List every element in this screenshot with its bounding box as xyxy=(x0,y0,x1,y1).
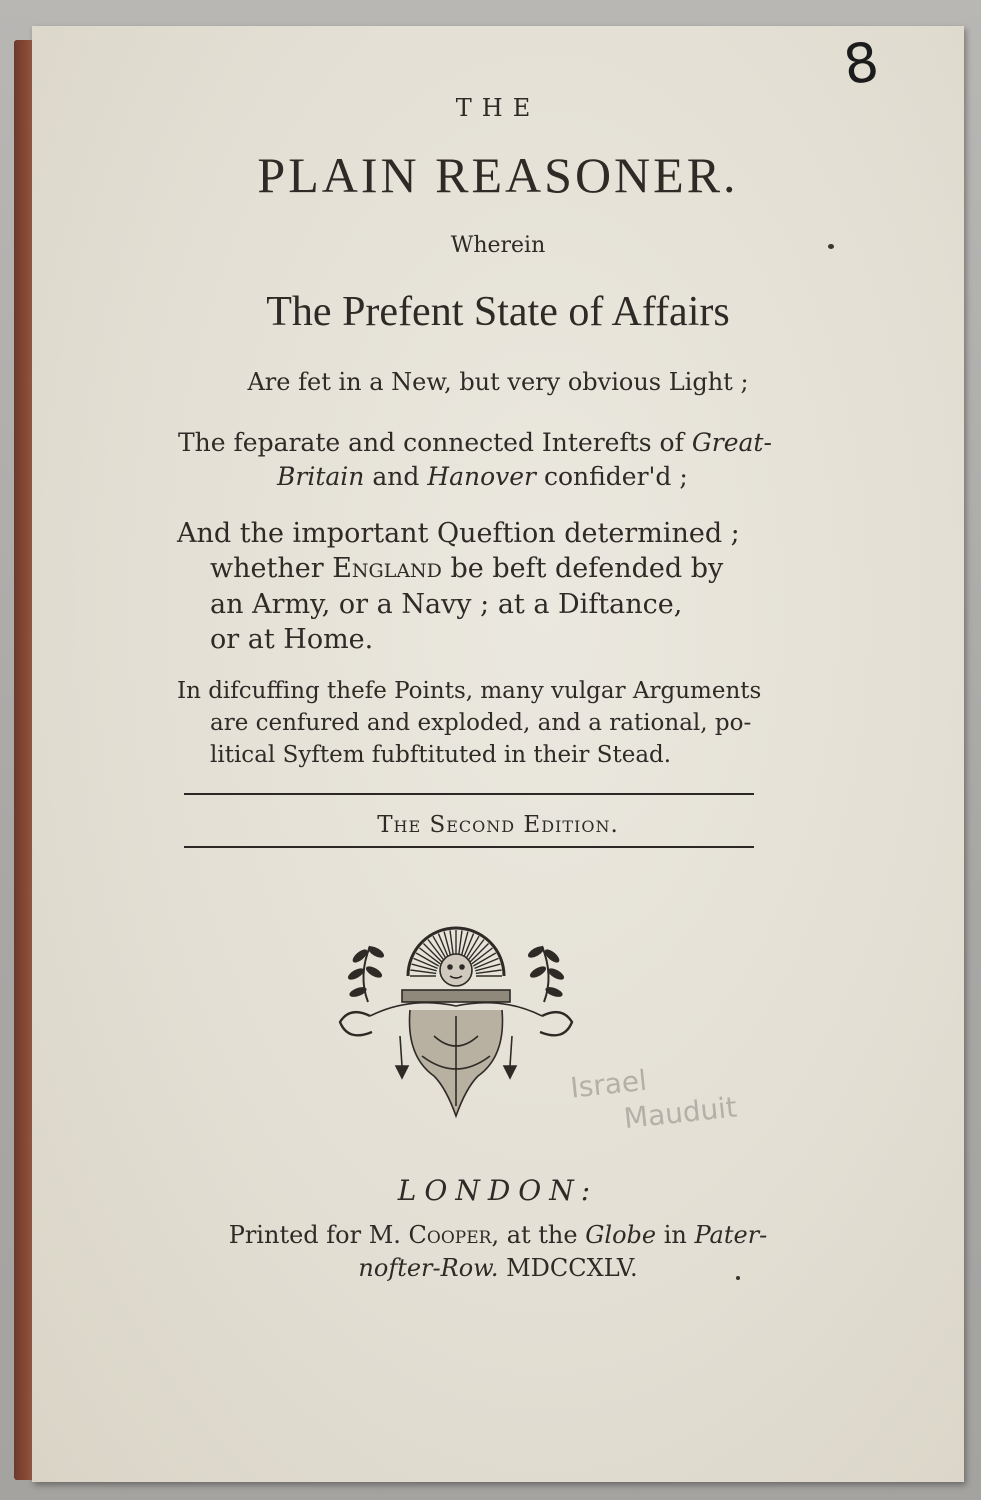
subtitle-line-interests: The feparate and connected Interefts of Great- xyxy=(178,428,772,457)
sun-ray xyxy=(412,964,437,971)
question-line-3: an Army, or a Navy ; at a Diftance, xyxy=(210,589,683,620)
discussion-line-1: In difcuffing thefe Points, many vulgar Arguments xyxy=(177,678,762,704)
rule-top xyxy=(184,793,754,795)
imprint-place: LONDON: xyxy=(397,1174,599,1207)
pencil-signature: Israel Mauduit xyxy=(568,1063,739,1136)
discussion-line-3: litical Syftem fubftituted in their Stead. xyxy=(210,742,672,768)
question-line-4: or at Home. xyxy=(210,624,374,655)
sun-ray xyxy=(475,964,500,971)
sun-and-laurel-ornament-icon xyxy=(310,906,600,1126)
question-line-1: And the important Queftion determined ; xyxy=(177,518,740,549)
title-article: THE xyxy=(455,94,541,122)
title-page xyxy=(32,26,964,1482)
sun-ray xyxy=(461,932,468,957)
subtitle-line-light: Are fet in a New, but very obvious Light ; xyxy=(247,368,749,396)
ink-speck xyxy=(736,1276,740,1280)
page-title: PLAIN REASONER. xyxy=(257,147,739,203)
sun-ray xyxy=(450,930,453,956)
sun-ray xyxy=(476,970,502,973)
sun-ray xyxy=(459,930,462,956)
wherein-line: Wherein xyxy=(450,233,546,258)
discussion-line-2: are cenfured and exploded, and a rational, po- xyxy=(210,710,752,736)
imprint-line-2: nofter-Row. MDCCXLV. xyxy=(358,1254,638,1282)
edition-statement: The Second Edition. xyxy=(377,812,619,838)
ink-speck xyxy=(828,244,834,249)
subject-heading: The Prefent State of Affairs xyxy=(266,289,730,335)
sun-ray xyxy=(410,970,436,973)
imprint-line-1: Printed for M. Cooper, at the Globe in Pater- xyxy=(228,1221,768,1249)
rule-bottom xyxy=(184,846,754,848)
pencil-page-number: 8 xyxy=(839,29,883,98)
subtitle-line-interests-cont: Britain and Hanover confider'd ; xyxy=(277,462,688,491)
sun-ray xyxy=(444,932,451,957)
question-line-2: whether England be beft defended by xyxy=(210,553,724,584)
